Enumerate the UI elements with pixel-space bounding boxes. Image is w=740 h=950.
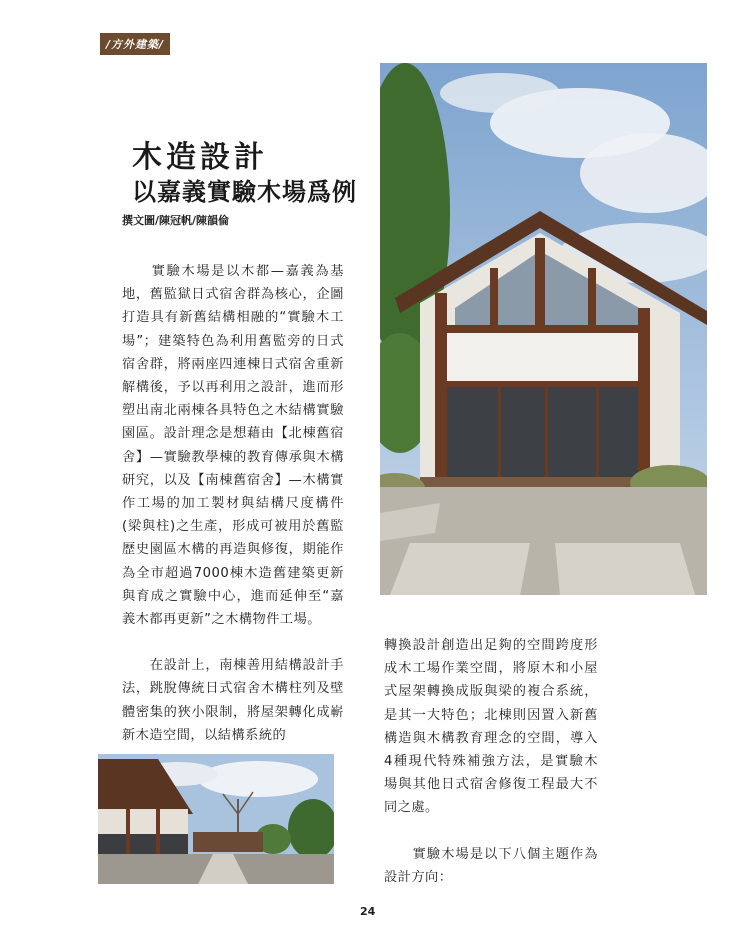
section-tag: /方外建築/ — [100, 33, 170, 55]
paragraph: 實驗木場是以木都—嘉義為基地，舊監獄日式宿舍群為核心，企圖打造具有新舊結構相融的“實驗木工場”；建築特色為利用舊監旁的日式宿舍群，將兩座四連棟日式宿舍重新解構後，予以再利用之設計，進而形塑出南北兩棟各具特色之木結構實驗園區。設計理念是想藉由【北棟舊宿舍】—實驗教學棟的教育傳承與木構研究，以及【南棟舊宿舍】—木構實作工場的加工製材與結構尺度構件(梁與柱)之生產，形成可被用於舊監歷史園區木構的再造與修復，期能作為全市超過7000棟木造舊建築更新與育成之實驗中心，進而延伸至“嘉義木都再更新”之木構物件工場。 — [122, 264, 344, 628]
article-subtitle: 以嘉義實驗木場爲例 — [132, 177, 357, 206]
timber-house-photo — [380, 63, 707, 595]
paragraph: 轉換設計創造出足夠的空間跨度形成木工場作業空間，將原木和小屋式屋架轉換成版與梁的複合系統，是其一大特色；北棟則因置入新舊構造與木構教育理念的空間，導入4種現代特殊補強方法，是實驗木場與其他日式宿舍修復工程最大不同之處。 — [384, 638, 598, 816]
courtyard-photo — [98, 754, 334, 884]
paragraph: 實驗木場是以下八個主題作為設計方向： — [384, 846, 598, 885]
right-text-column — [384, 634, 598, 889]
paragraph: 在設計上，南棟善用結構設計手法，跳脫傳統日式宿舍木構柱列及壁體密集的狹小限制，將屋架轉化成嶄新木造空間，以結構系統的 — [122, 658, 344, 743]
page-number: 24 — [360, 905, 376, 918]
left-text-column — [122, 260, 344, 747]
byline: 撰文圖/陳冠帆/陳韻倫 — [122, 214, 230, 227]
article-title: 木造設計 — [132, 140, 268, 175]
